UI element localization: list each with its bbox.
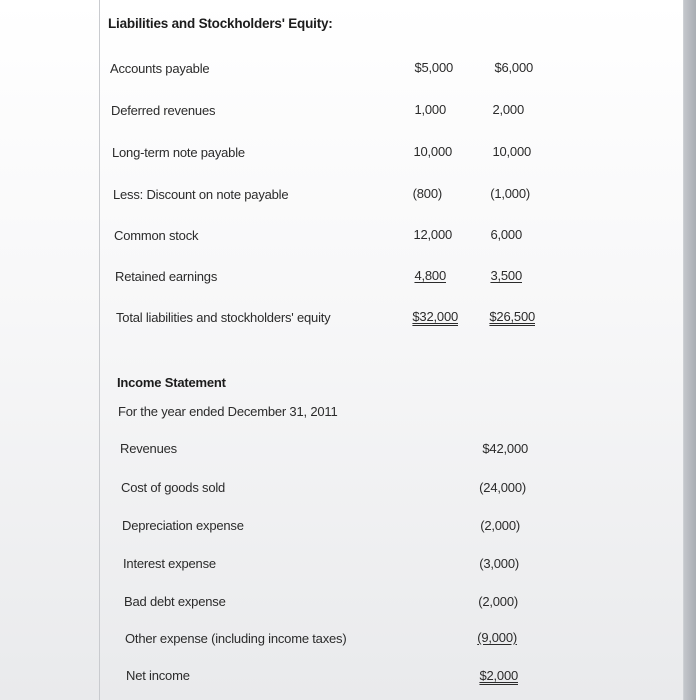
value-2011-accounts-payable: $5,000 [414, 60, 453, 75]
row-label-deferred-revenues: Deferred revenues [111, 103, 216, 118]
row-label-other-expense: Other expense (including income taxes) [125, 631, 347, 646]
row-label-total-liabilities-equity: Total liabilities and stockholders' equity [116, 310, 331, 325]
row-label-common-stock: Common stock [114, 228, 199, 243]
value-2010-retained-earnings: 3,500 [490, 268, 522, 283]
value-2010-common-stock: 6,000 [490, 227, 522, 242]
value-2011-deferred-revenues: 1,000 [414, 102, 446, 117]
value-other-expense: (9,000) [477, 630, 517, 645]
income-statement-heading: Income Statement [117, 375, 226, 390]
value-2010-accounts-payable: $6,000 [494, 60, 533, 75]
row-label-cost-of-goods-sold: Cost of goods sold [121, 480, 226, 495]
value-depreciation-expense: (2,000) [480, 518, 520, 533]
sheet-left-border [99, 0, 100, 700]
value-cost-of-goods-sold: (24,000) [479, 480, 526, 495]
value-net-income: $2,000 [479, 668, 518, 683]
value-2011-long-term-note: 10,000 [413, 144, 452, 159]
value-2010-deferred-revenues: 2,000 [492, 102, 524, 117]
value-bad-debt-expense: (2,000) [478, 594, 518, 609]
row-label-discount-note: Less: Discount on note payable [113, 187, 289, 202]
sheet-right-edge [683, 0, 696, 700]
value-2010-discount-note: (1,000) [490, 186, 530, 201]
row-label-retained-earnings: Retained earnings [115, 269, 218, 284]
row-label-interest-expense: Interest expense [123, 556, 216, 571]
row-label-depreciation-expense: Depreciation expense [122, 518, 244, 533]
liabilities-equity-heading: Liabilities and Stockholders' Equity: [108, 16, 333, 31]
row-label-revenues: Revenues [120, 441, 177, 456]
value-2011-total-liabilities-equity: $32,000 [412, 309, 458, 324]
value-2010-long-term-note: 10,000 [492, 144, 531, 159]
value-2010-total-liabilities-equity: $26,500 [489, 309, 535, 324]
row-label-bad-debt-expense: Bad debt expense [124, 594, 226, 609]
value-2011-discount-note: (800) [412, 186, 442, 201]
value-interest-expense: (3,000) [479, 556, 519, 571]
value-2011-common-stock: 12,000 [413, 227, 452, 242]
row-label-net-income: Net income [126, 668, 190, 683]
value-revenues: $42,000 [482, 441, 528, 456]
income-statement-period: For the year ended December 31, 2011 [118, 404, 338, 419]
row-label-accounts-payable: Accounts payable [110, 61, 210, 76]
value-2011-retained-earnings: 4,800 [414, 268, 446, 283]
row-label-long-term-note: Long-term note payable [112, 145, 245, 160]
